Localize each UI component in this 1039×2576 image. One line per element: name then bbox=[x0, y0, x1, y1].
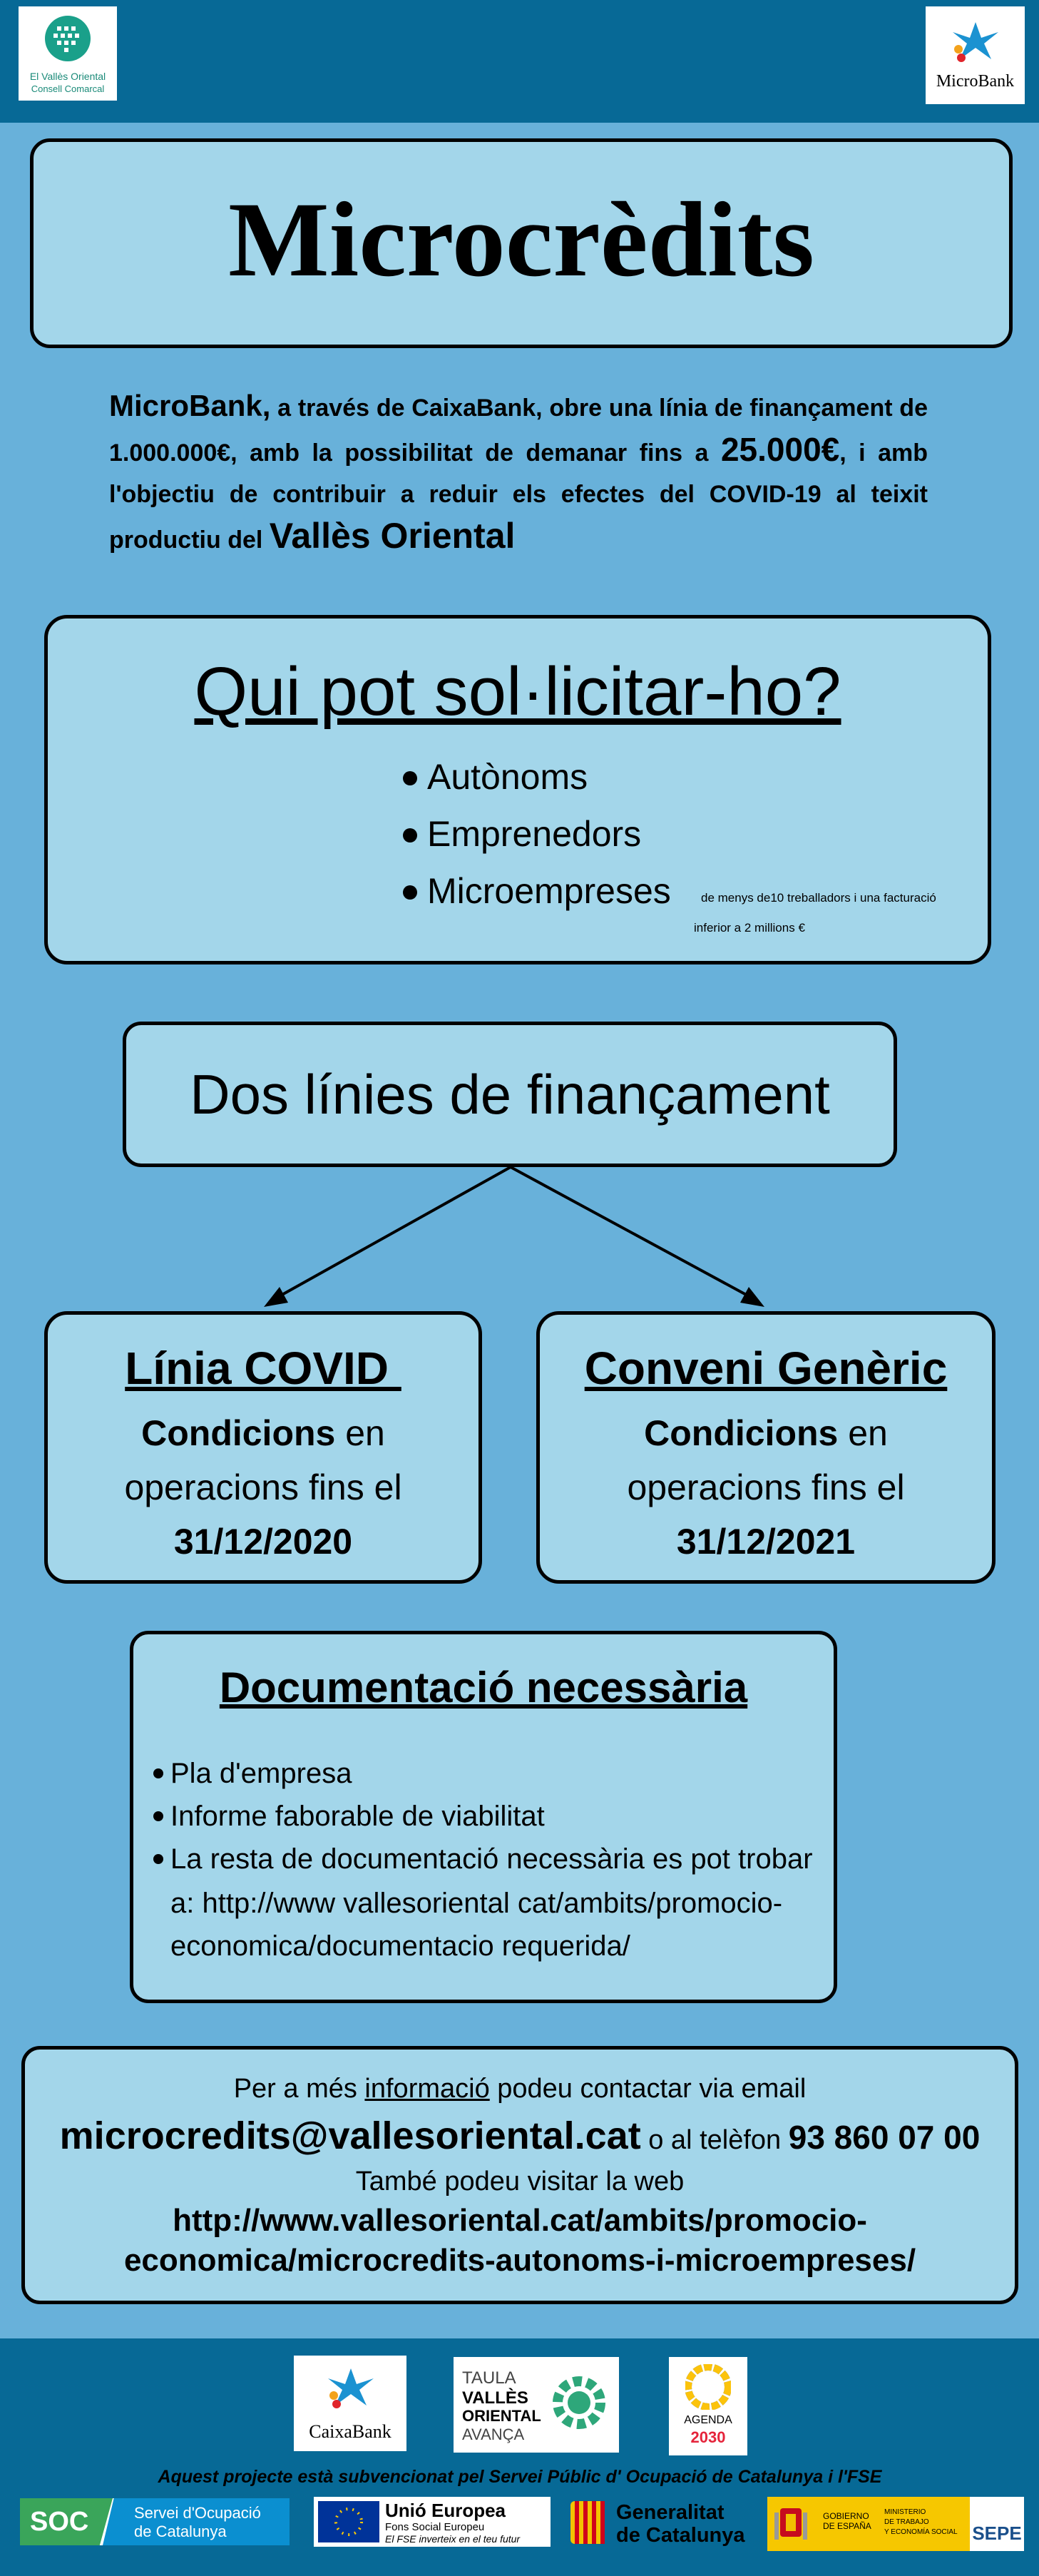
generic-date: 31/12/2021 bbox=[676, 1522, 856, 1562]
list-item bbox=[153, 1796, 545, 1837]
contact-web-intro: També podeu visitar la web bbox=[355, 2167, 685, 2196]
who-item-label: Microempreses bbox=[427, 871, 671, 911]
microbank-logo bbox=[926, 6, 1025, 104]
title-box bbox=[30, 138, 1013, 348]
covid-cond-bold: Condicions bbox=[141, 1413, 336, 1453]
soc-text-2: de Catalunya bbox=[134, 2522, 227, 2540]
covid-cond-rest: en bbox=[335, 1413, 385, 1453]
taula-valles-logo bbox=[454, 2357, 619, 2453]
caixa-star-icon bbox=[947, 16, 1004, 66]
taula-line2: VALLÈS bbox=[462, 2388, 528, 2408]
bullet-icon bbox=[153, 1811, 163, 1821]
contact-web-2[interactable]: economica/microcredits-autonoms-i-microempreses/ bbox=[123, 2243, 916, 2278]
list-item bbox=[403, 870, 671, 912]
sepe-text: SEPE bbox=[972, 2522, 1022, 2544]
contact-line2 bbox=[25, 2111, 1015, 2171]
intro-amount: 25.000€ bbox=[720, 431, 840, 468]
who-item-label: Emprenedors bbox=[427, 814, 642, 854]
covid-conditions bbox=[48, 1406, 478, 1460]
bullet-icon bbox=[153, 1854, 163, 1864]
covid-line-box bbox=[44, 1311, 482, 1584]
covid-date: 31/12/2020 bbox=[173, 1522, 353, 1562]
bullet-icon bbox=[153, 1768, 163, 1778]
contact-text-a: Per a més bbox=[233, 2074, 365, 2104]
taula-line1: TAULA bbox=[462, 2368, 516, 2388]
caixabank-logo-text: CaixaBank bbox=[309, 2421, 391, 2442]
contact-line1 bbox=[25, 2071, 1015, 2107]
sepe-box bbox=[970, 2497, 1024, 2551]
intro-paragraph bbox=[109, 385, 928, 561]
agenda-line1: AGENDA bbox=[684, 2414, 732, 2426]
who-heading: Qui pot sol·licitar-ho? bbox=[194, 653, 841, 730]
list-item bbox=[153, 1753, 352, 1794]
info-link[interactable]: informació bbox=[364, 2074, 490, 2104]
bullet-icon bbox=[403, 885, 417, 900]
generalitat-line2: de Catalunya bbox=[616, 2524, 745, 2547]
generic-line2: operacions fins el bbox=[627, 1467, 905, 1507]
contact-web-1[interactable]: http://www.vallesoriental.cat/ambits/promocio- bbox=[173, 2203, 867, 2238]
intro-region: Vallès Oriental bbox=[269, 516, 516, 556]
soc-logo bbox=[20, 2498, 290, 2545]
intro-text-2: , i amb l'objectiu de contribuir a reduir els efectes del COVID-19 al teixit productiu del bbox=[109, 439, 928, 554]
docs-item-label: Pla d'empresa bbox=[170, 1758, 352, 1789]
ue-sub-2: El FSE inverteix en el teu futur bbox=[385, 2533, 521, 2545]
docs-url-2: economica/documentacio requerida/ bbox=[170, 1930, 630, 1962]
who-note-1: de menys de10 treballadors i una facturació bbox=[701, 891, 936, 905]
ue-sub-1: Fons Social Europeu bbox=[385, 2521, 485, 2533]
generic-line-box bbox=[536, 1311, 996, 1584]
list-item bbox=[153, 1838, 813, 1880]
caixa-star-icon bbox=[322, 2363, 379, 2413]
arrow-right-line bbox=[511, 1167, 750, 1297]
bullet-icon bbox=[403, 828, 417, 842]
page-title: Microcrèdits bbox=[228, 180, 814, 299]
docs-heading: Documentació necessària bbox=[219, 1664, 748, 1711]
taula-line3: ORIENTAL bbox=[462, 2407, 541, 2425]
contact-email[interactable]: microcredits@vallesoriental.cat bbox=[59, 2114, 641, 2157]
who-item-label: Autònoms bbox=[427, 757, 588, 797]
agenda-line2: 2030 bbox=[690, 2428, 726, 2446]
lines-heading-box bbox=[123, 1022, 897, 1167]
header-bar bbox=[0, 0, 1039, 123]
lines-heading: Dos línies de finançament bbox=[190, 1063, 830, 1126]
intro-text-1: a través de CaixaBank, obre una línia de finançament de 1.000.000€, amb la possibilitat de demanar fins a bbox=[109, 394, 928, 467]
who-note-2: inferior a 2 millions € bbox=[694, 921, 805, 935]
generalitat-logo bbox=[563, 2497, 756, 2550]
arrow-left-line bbox=[278, 1167, 511, 1297]
generic-title: Conveni Genèric bbox=[584, 1343, 948, 1394]
covid-line2: operacions fins el bbox=[124, 1467, 402, 1507]
intro-microbank: MicroBank, bbox=[109, 389, 271, 422]
arrow-right-head bbox=[740, 1287, 764, 1307]
subsidy-note: Aquest projecte està subvencionat pel Servei Públic d' Ocupació de Catalunya i l'FSE bbox=[158, 2467, 882, 2487]
spain-shield-icon bbox=[773, 2501, 809, 2547]
eu-flag-icon bbox=[318, 2501, 379, 2542]
ue-title: Unió Europea bbox=[385, 2500, 506, 2521]
gob-line2: DE ESPAÑA bbox=[823, 2521, 871, 2531]
contact-text-b: podeu contactar via email bbox=[489, 2074, 807, 2104]
valles-logo-line2: Consell Comarcal bbox=[31, 83, 105, 94]
contact-phone[interactable]: 93 860 07 00 bbox=[788, 2119, 981, 2156]
bullet-icon bbox=[403, 771, 417, 785]
who-box bbox=[44, 615, 991, 964]
docs-item-label: Informe faborable de viabilitat bbox=[170, 1801, 545, 1832]
docs-box bbox=[130, 1631, 837, 2003]
gob-line1: GOBIERNO bbox=[823, 2511, 869, 2521]
contact-box bbox=[21, 2046, 1018, 2304]
min-line1: MINISTERIO bbox=[884, 2508, 926, 2516]
agenda-2030-logo bbox=[669, 2357, 747, 2455]
valles-oriental-emblem-icon bbox=[43, 14, 93, 63]
docs-url-1: a: http://www vallesoriental cat/ambits/promocio- bbox=[170, 1888, 783, 1919]
soc-mark-text: SOC bbox=[30, 2507, 89, 2537]
generic-cond-rest: en bbox=[838, 1413, 888, 1453]
arrow-left-head bbox=[264, 1287, 288, 1307]
covid-title: Línia COVID bbox=[125, 1343, 401, 1394]
min-line3: Y ECONOMÍA SOCIAL bbox=[884, 2528, 958, 2536]
taula-line4: AVANÇA bbox=[462, 2425, 525, 2443]
list-item bbox=[403, 813, 641, 855]
gobierno-logo bbox=[767, 2497, 1024, 2551]
contact-phone-pre: o al telèfon bbox=[640, 2125, 789, 2155]
list-item bbox=[403, 755, 588, 798]
generic-cond-bold: Condicions bbox=[644, 1413, 839, 1453]
generalitat-emblem-icon bbox=[568, 2498, 608, 2548]
sdg-wheel-icon bbox=[685, 2364, 731, 2410]
caixabank-logo bbox=[294, 2356, 406, 2451]
valles-logo-line1: El Vallès Oriental bbox=[29, 71, 106, 82]
min-line2: DE TRABAJO bbox=[884, 2518, 929, 2526]
generic-conditions bbox=[540, 1406, 992, 1460]
docs-item-label: La resta de documentació necessària es pot trobar bbox=[170, 1843, 813, 1875]
gear-icon bbox=[545, 2368, 613, 2437]
soc-text-1: Servei d'Ocupació bbox=[134, 2504, 261, 2522]
ue-logo bbox=[314, 2497, 551, 2547]
valles-oriental-logo bbox=[19, 6, 117, 101]
microbank-logo-text: MicroBank bbox=[936, 72, 1015, 91]
generalitat-line1: Generalitat bbox=[616, 2501, 725, 2524]
